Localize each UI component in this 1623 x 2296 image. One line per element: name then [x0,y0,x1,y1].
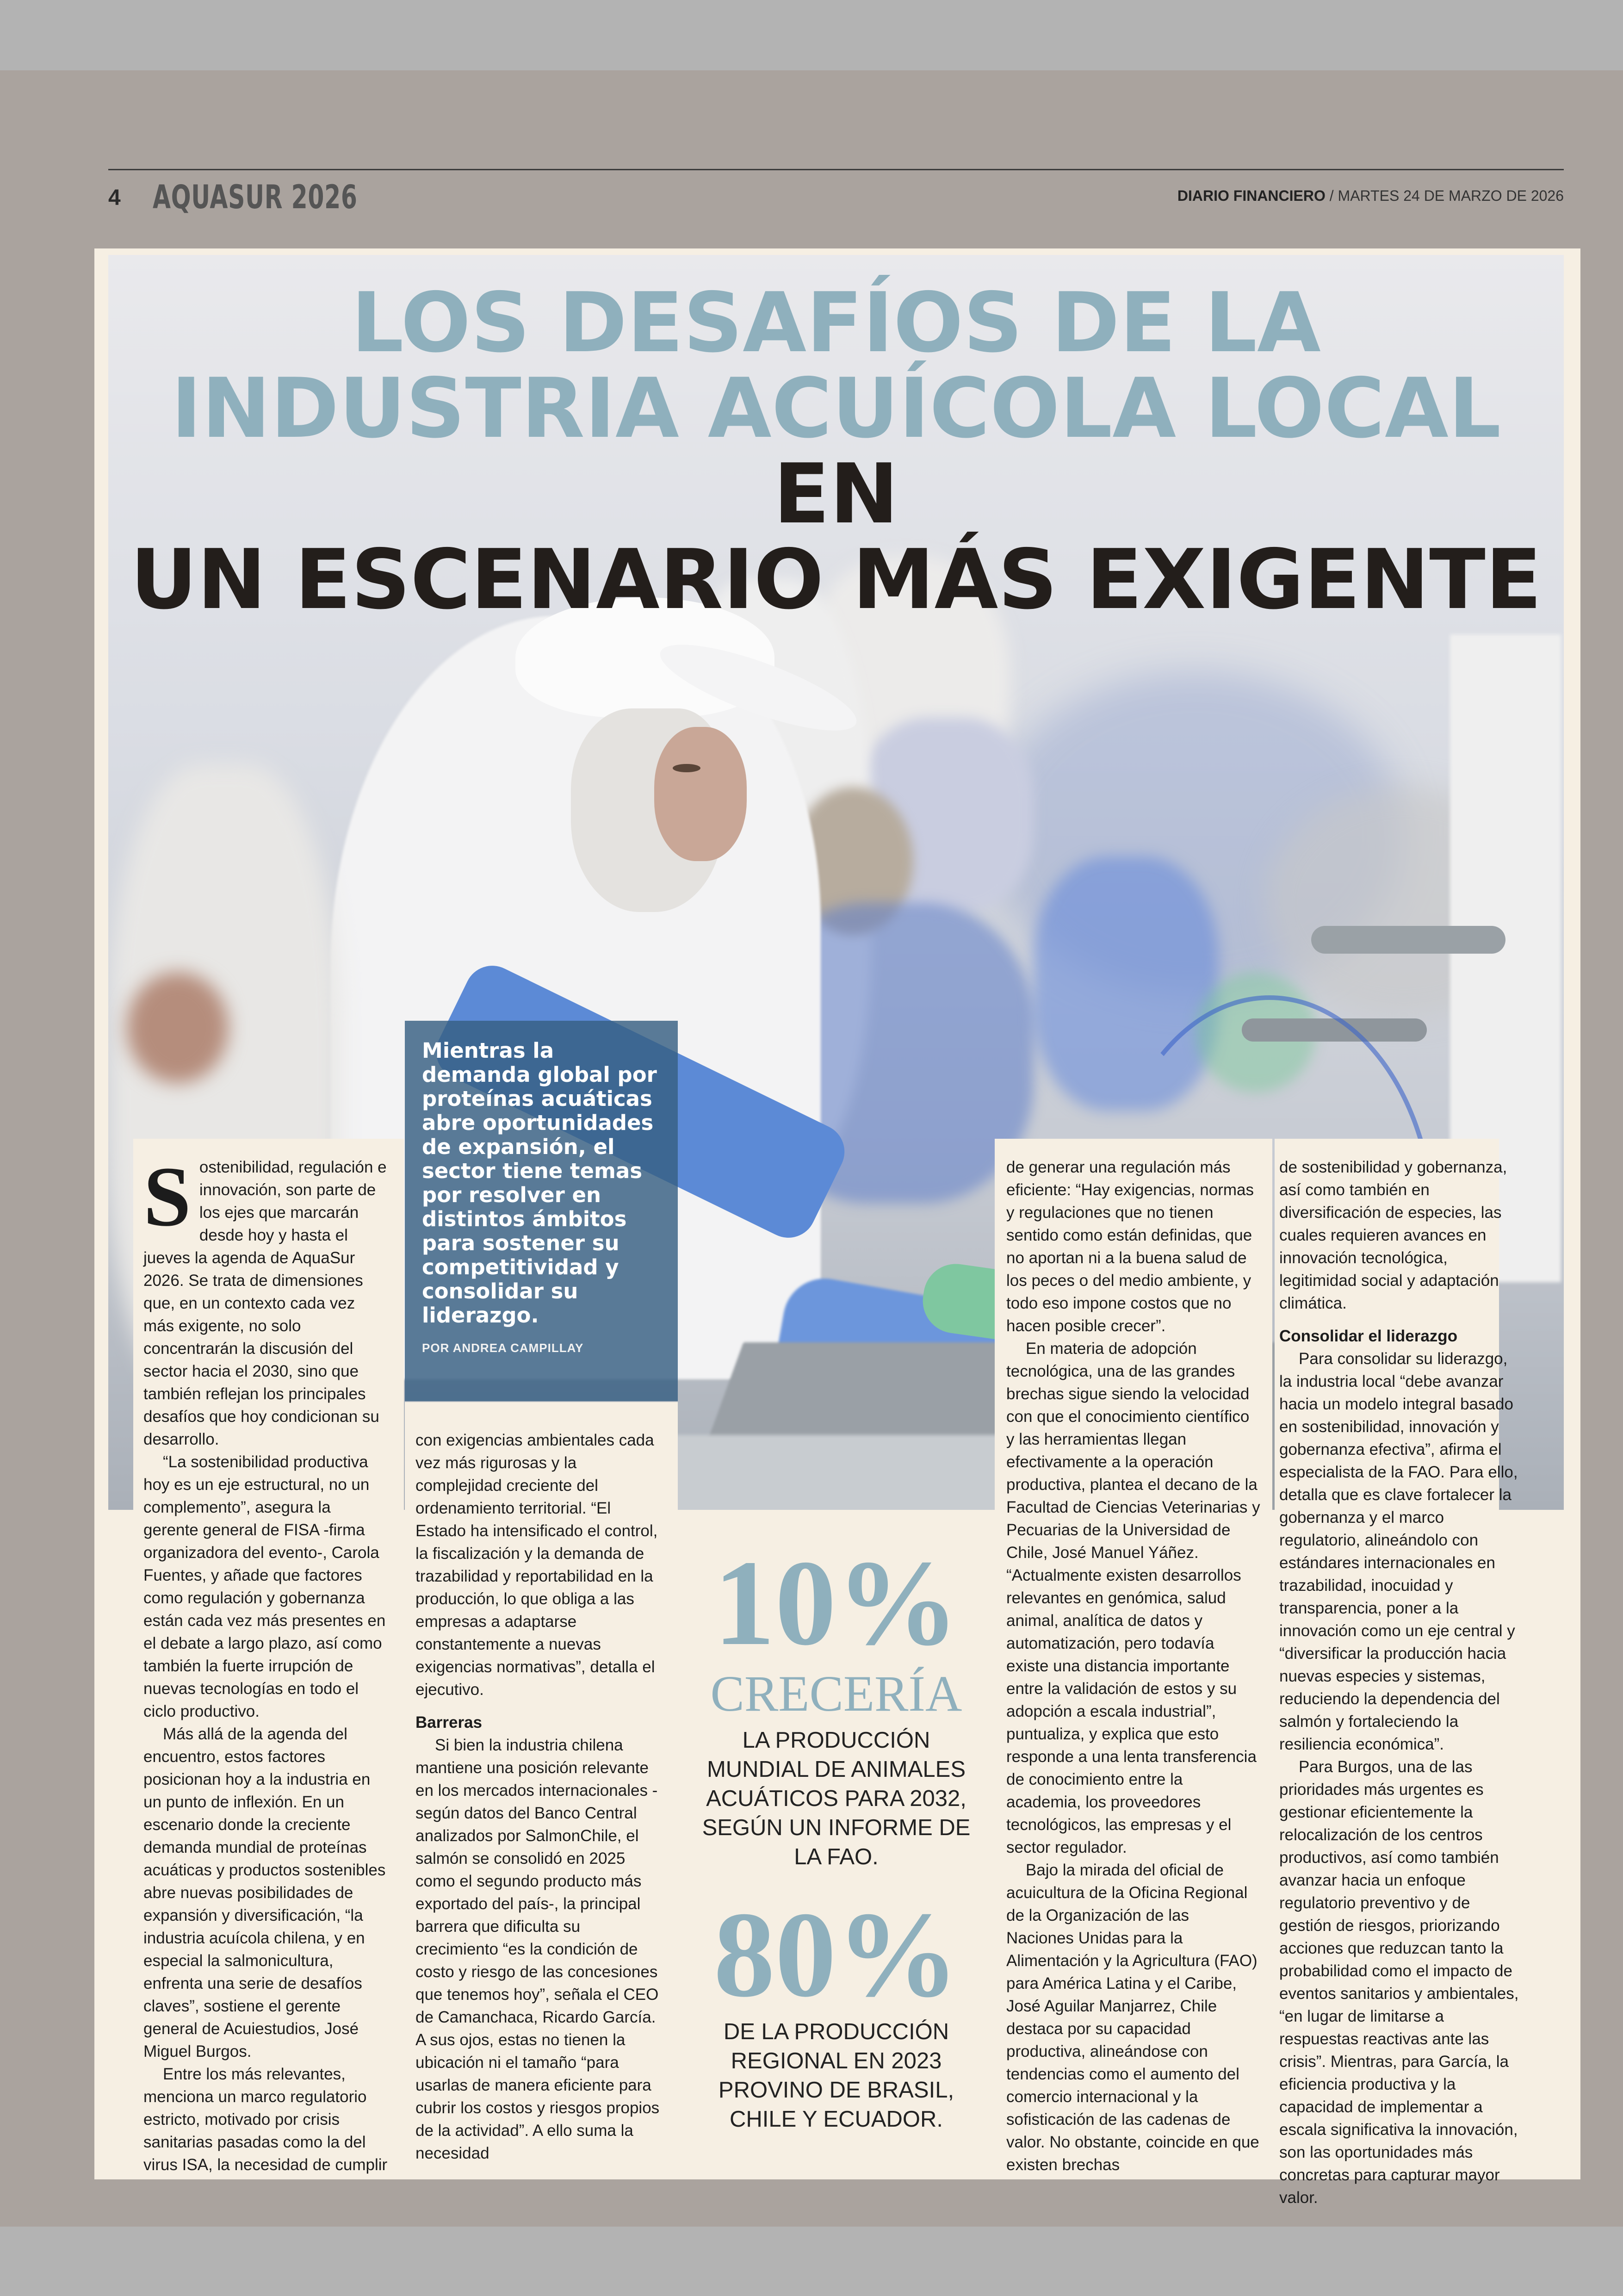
paragraph: de sostenibilidad y gobernanza, así como también en diversificación de especies, las cuales requieren avances en innovación tecnológica, legitimidad social y adaptación climática. [1279,1158,1507,1312]
article-column-4 [1279,1156,1524,2209]
masthead [1177,187,1564,205]
section-name: AQUASUR 2026 [153,178,358,216]
publication-name: DIARIO FINANCIERO [1177,187,1326,204]
article-column-3 [1006,1156,1261,2176]
paragraph: de generar una regulación más eficiente: “Hay exigencias, normas y regulaciones que no tienen sentido como están definidas, que no aportan ni a la buena salud de los peces o del medio ambiente, y todo eso impone costos que no hacen posible crecer”. [1006,1158,1254,1335]
subhead-consolidar-liderazgo: Consolidar el liderazgo [1279,1327,1458,1345]
headline-line-1: LOS DESAFÍOS DE LA [351,275,1321,371]
article-column-1 [143,1149,389,2176]
publication-date: / MARTES 24 DE MARZO DE 2026 [1325,187,1564,204]
deck-text: Mientras la demanda global por proteínas acuáticas abre oportunidades de expansión, el sector tiene temas por resolver en distintos ámbitos para sostener su competitividad y consolidar su liderazgo. [422,1038,657,1328]
stat-1-text: LA PRODUCCIÓN MUNDIAL DE ANIMALES ACUÁTICOS PARA 2032, SEGÚN UN INFORME DE LA FAO. [702,1728,971,1869]
paragraph: Más allá de la agenda del encuentro, estos factores posicionan hoy a la industria en un punto de inflexión. En un escenario donde la creciente demanda mundial de proteínas acuáticas y productos sostenibles abre nuevas posibilidades de expansión y diversificación, “la industria acuícola chilena, y en especial la salmonicultura, enfrenta una serie de desafíos claves”, sostiene el gerente general de Acuiestudios, José Miguel Burgos. [143,1725,386,2060]
paragraph: Si bien la industria chilena mantiene una posición relevante en los mercados internacionales -según datos del Banco Central analizados por SalmonChile, el salmón se consolidó en 2025 como el segundo producto más exportado del país-, la principal barrera que dificulta su crecimiento “es la condición de costo y riesgo de las concesiones que tenemos hoy”, señala el CEO de Camanchaca, Ricardo García. A sus ojos, estas no tienen la ubicación ni el tamaño “para usarlas de manera eficiente para cubrir los costos y riesgos propios de la actividad”. A ello suma la necesidad [415,1736,660,2162]
headline-line-2-dark: EN [773,446,899,542]
header-rule [108,169,1564,170]
headline-line-3: UN ESCENARIO MÁS EXIGENTE [130,532,1542,627]
stat-1-number: 10% [713,1535,959,1671]
article-column-2 [415,1429,665,2165]
paragraph: Bajo la mirada del oficial de acuicultura de la Oficina Regional de la Organización de las Naciones Unidas para la Alimentación y la Agricultura (FAO) para América Latina y el Caribe, José Aguilar Manjarrez, Chile destaca por su capacidad productiva, alineándose con tendencias como el aumento del comercio internacional y la sofisticación de las cadenas de valor. No obstante, coincide en que existen brechas [1006,1861,1259,2174]
headline [108,275,1564,627]
stat-2-text: DE LA PRODUCCIÓN REGIONAL EN 2023 PROVINO DE BRASIL, CHILE Y ECUADOR. [718,2019,954,2132]
paragraph [143,1149,389,1451]
paragraph: En materia de adopción tecnológica, una de las grandes brechas sigue siendo la velocidad con que el conocimiento científico y las herramientas llegan efectivamente a la operación productiva, plantea el decano de la Facultad de Ciencias Veterinarias y Pecuarias de la Universidad de Chile, José Manuel Yáñez. “Actualmente existen desarrollos relevantes en genómica, salud animal, analítica de datos y automatización, pero todavía existe una distancia importante entre la validación de estos y su adopción a escala industrial”, puntualiza, y explica que esto responde a una lenta transferencia de conocimiento entre la academia, los proveedores tecnológicos, las empresas y el sector regulador. [1006,1340,1260,1856]
paragraph: Para consolidar su liderazgo, la industria local “debe avanzar hacia un modelo integral basado en sostenibilidad, innovación y gobernanza efectiva”, afirma el especialista de la FAO. Para ello, detalla que es clave fortalecer la gobernanza y el marco regulatorio, alineándolo con estándares internacionales en trazabilidad, inocuidad y transparencia, poner a la innovación como un eje central y “diversificar la producción hacia nuevas especies y sistemas, reduciendo la dependencia del salmón y fortaleciendo la resiliencia económica”. [1279,1350,1518,1753]
stat-2-number: 80% [713,1887,959,2023]
byline: POR ANDREA CAMPILLAY [422,1341,584,1355]
stat-1-word: CRECERÍA [710,1665,962,1722]
paragraph: Entre los más relevantes, menciona un marco regulatorio estricto, motivado por crisis sanitarias pasadas como la del virus ISA, la necesidad de cumplir [143,2065,388,2174]
page-number: 4 [108,186,121,210]
subhead-barreras: Barreras [415,1713,482,1731]
paragraph-text: ostenibilidad, regulación e innovación, son parte de los ejes que marcarán desde hoy y hasta el jueves la agenda de AquaSur 2026. Se trata de dimensiones que, en un contexto cada vez más exigente, no solo concentrarán la discusión del sector hacia el 2030, sino que también reflejan los principales desafíos que hoy condicionan su desarrollo. [143,1158,387,1448]
headline-line-2-teal: INDUSTRIA ACUÍCOLA LOCAL [171,360,1501,456]
paragraph: con exigencias ambientales cada vez más rigurosas y la complejidad creciente del ordenamiento territorial. “El Estado ha intensificado el control, la fiscalización y la demanda de trazabilidad y reportabilidad en la producción, lo que obliga a las empresas a adaptarse constantemente a nuevas exigencias normativas”, detalla el ejecutivo. [415,1431,658,1699]
drop-cap: S [143,1149,191,1244]
paragraph: “La sostenibilidad productiva hoy es un eje estructural, no un complemento”, asegura la gerente general de FISA -firma organizadora del evento-, Carola Fuentes, y añade que factores como regulación y gobernanza están cada vez más presentes en el debate a largo plazo, así como también la fuerte irrupción de nuevas tecnologías en todo el ciclo productivo. [143,1453,386,1720]
paragraph: Para Burgos, una de las prioridades más urgentes es gestionar eficientemente la relocalización de los centros productivos, así como también avanzar hacia un enfoque regulatorio preventivo y de gestión de riesgos, priorizando acciones que reduzcan tanto la probabilidad como el impacto de eventos sanitarios y ambientales, “en lugar de limitarse a respuestas reactivas ante las crisis”. Mientras, para García, la eficiencia productiva y la capacidad de implementar a escala significativa la innovación, son las oportunidades más concretas para capturar mayor valor. [1279,1758,1519,2207]
